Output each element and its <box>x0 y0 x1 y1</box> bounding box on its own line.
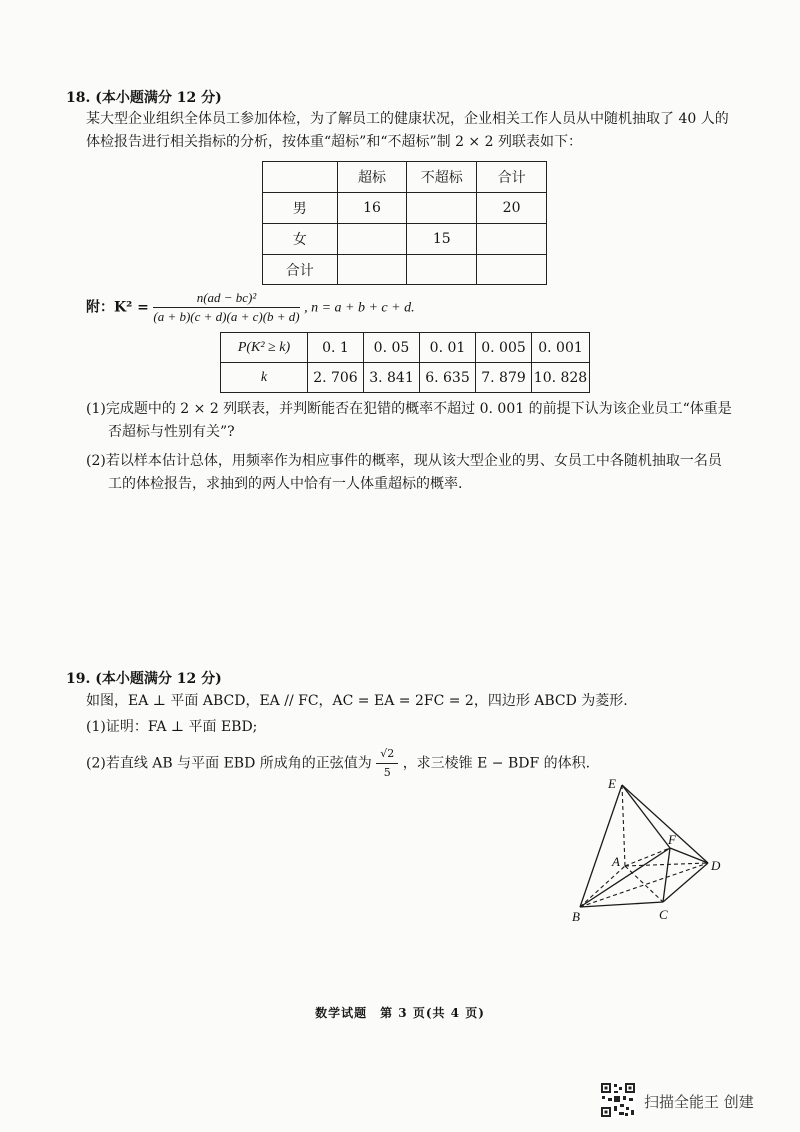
contingency-cell <box>337 255 407 285</box>
critical-cell: P(K² ≥ k) <box>221 333 308 363</box>
contingency-table <box>262 161 547 285</box>
q18-heading: 18. (本小题满分 12 分) <box>66 90 222 106</box>
contingency-cell <box>407 255 477 285</box>
q19-heading: 19. (本小题满分 12 分) <box>66 671 222 687</box>
q18-part2-line2: 工的体检报告，求抽到的两人中恰有一人体重超标的概率. <box>108 476 463 492</box>
contingency-header-cell: 超标 <box>337 162 407 193</box>
contingency-cell <box>337 224 407 255</box>
label-E: E <box>608 776 616 791</box>
page-footer: 数学试题 第 3 页(共 4 页) <box>315 1006 485 1020</box>
critical-cell: 0. 1 <box>307 333 363 363</box>
contingency-cell: 女 <box>263 224 338 255</box>
edge-BD <box>580 863 708 907</box>
contingency-cell: 15 <box>407 224 477 255</box>
edge-EA <box>622 785 625 866</box>
scanner-watermark: 扫描全能王 创建 <box>644 1093 754 1111</box>
critical-cell: 10. 828 <box>532 363 590 393</box>
sine-fraction-denominator: 5 <box>383 766 391 779</box>
pyramid-figure <box>560 770 740 930</box>
label-A: A <box>612 854 620 869</box>
edge-FC <box>663 848 670 902</box>
q18-part2-line1: (2)若以样本估计总体，用频率作为相应事件的概率，现从该大型企业的男、女员工中各随机抽取一名员 <box>86 453 722 469</box>
q18-part1-line1: (1)完成题中的 2 × 2 列联表，并判断能否在犯错的概率不超过 0. 001 的前提下认为该企业员工“体重是 <box>86 401 732 417</box>
edge-FD <box>670 848 708 863</box>
formula-fraction <box>153 290 299 325</box>
critical-cell: k <box>221 363 308 393</box>
edge-AC <box>625 866 663 902</box>
critical-value-table <box>220 332 590 393</box>
label-D: D <box>711 858 721 873</box>
contingency-cell: 合计 <box>263 255 338 285</box>
q19-part2-text-a: (2)若直线 AB 与平面 EBD 所成角的正弦值为 <box>86 755 372 772</box>
sine-fraction <box>376 746 398 781</box>
edge-EF <box>622 785 670 848</box>
formula-prefix: 附：K² = <box>86 299 149 316</box>
critical-cell: 0. 001 <box>532 333 590 363</box>
contingency-cell <box>477 255 547 285</box>
edge-CD <box>663 863 708 902</box>
label-C: C <box>659 907 668 922</box>
chi-square-formula <box>86 290 415 325</box>
q19-intro: 如图，EA ⊥ 平面 ABCD，EA // FC，AC = EA = 2FC = 2，四边形 ABCD 为菱形. <box>86 693 628 709</box>
critical-cell: 0. 01 <box>419 333 475 363</box>
formula-numerator: n(ad − bc)² <box>153 290 299 308</box>
label-B: B <box>572 909 580 924</box>
sine-fraction-numerator: √2 <box>376 746 398 764</box>
contingency-cell: 男 <box>263 193 338 224</box>
edge-AD <box>625 863 708 866</box>
q19-part2-text-b: ，求三棱锥 E − BDF 的体积. <box>402 755 591 772</box>
formula-suffix: , n = a + b + c + d. <box>304 300 415 316</box>
q18-intro-line2: 体检报告进行相关指标的分析，按体重“超标”和“不超标”制 2 × 2 列联表如下： <box>86 134 582 150</box>
formula-denominator: (a + b)(c + d)(a + c)(b + d) <box>153 309 300 324</box>
label-F: F <box>668 832 676 847</box>
q19-part1: (1)证明：FA ⊥ 平面 EBD; <box>86 719 258 735</box>
q18-intro-line1: 某大型企业组织全体员工参加体检，为了解员工的健康状况，企业相关工作人员从中随机抽取了 40 人的 <box>86 111 729 127</box>
critical-cell: 6. 635 <box>419 363 475 393</box>
critical-cell: 0. 05 <box>363 333 419 363</box>
contingency-header-cell <box>263 162 338 193</box>
contingency-header-cell: 合计 <box>477 162 547 193</box>
critical-cell: 0. 005 <box>476 333 532 363</box>
qr-code-icon <box>600 1082 636 1118</box>
critical-cell: 3. 841 <box>363 363 419 393</box>
contingency-cell: 16 <box>337 193 407 224</box>
contingency-cell <box>477 224 547 255</box>
edge-BC <box>580 902 663 907</box>
critical-cell: 7. 879 <box>476 363 532 393</box>
edge-EB <box>580 785 622 907</box>
contingency-header-cell: 不超标 <box>407 162 477 193</box>
contingency-cell <box>407 193 477 224</box>
q18-part1-line2: 否超标与性别有关”? <box>108 424 235 440</box>
contingency-cell: 20 <box>477 193 547 224</box>
critical-cell: 2. 706 <box>307 363 363 393</box>
